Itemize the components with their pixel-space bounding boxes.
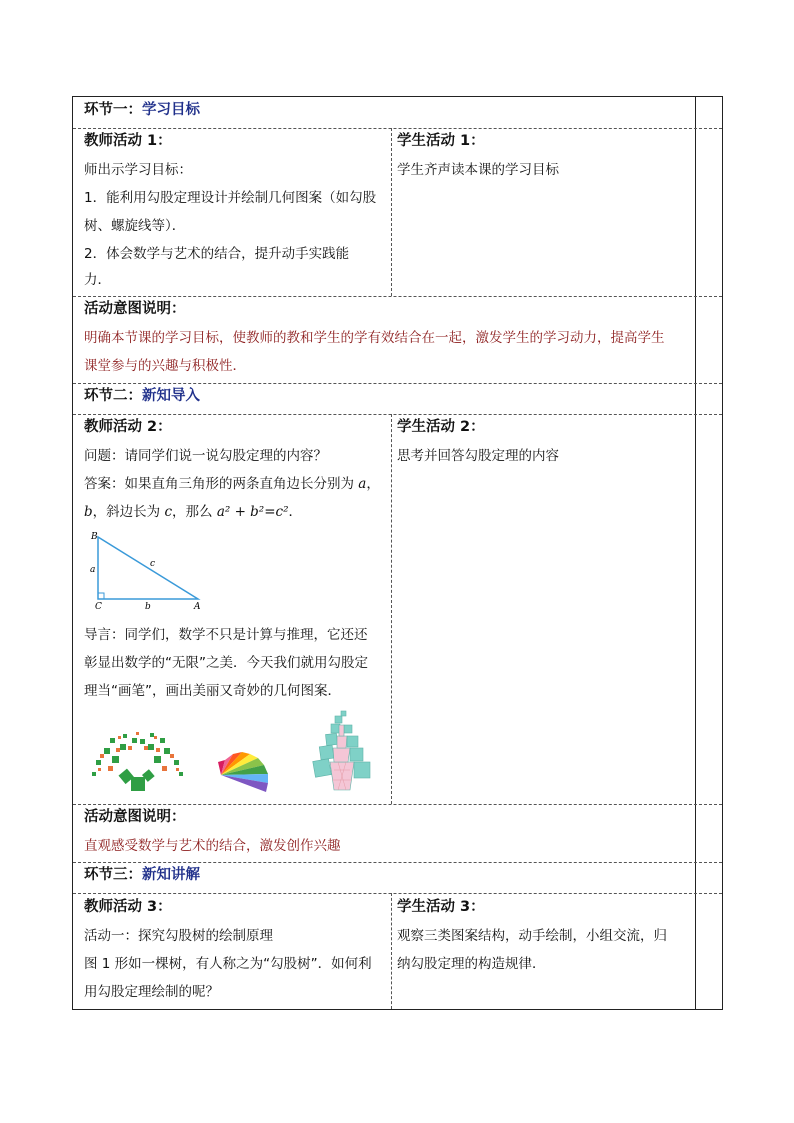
student-activity-2-label: 学生活动 2：: [397, 419, 485, 435]
vertex-a-label: A: [194, 602, 201, 612]
answer-mid: ，斜边长为: [92, 504, 161, 520]
right-margin-line: [695, 97, 696, 1009]
square-tower-image: [312, 710, 372, 794]
teacher-activity-3-label: 教师活动 3：: [84, 899, 172, 915]
column-divider: [391, 893, 392, 1009]
pythagorean-equation: a² + b²=c²: [216, 504, 289, 520]
intent-1-line: 明确本节课的学习目标，使教师的教和学生的学有效结合在一起，激发学生的学习动力，提高学生: [84, 330, 665, 346]
side-c-label: c: [150, 559, 156, 569]
teacher-activity-2-label: 教师活动 2：: [84, 419, 172, 435]
teacher-activity-3-line: 图 1 形如一棵树，有人称之为“勾股树”．如何利: [84, 956, 372, 972]
intent-1-label: 活动意图说明：: [84, 301, 186, 317]
side-b-label: b: [145, 602, 151, 612]
section1-header: [84, 96, 200, 124]
intro-line: 彰显出数学的“无限”之美．今天我们就用勾股定: [84, 655, 368, 671]
teacher-activity-3-line: 活动一：探究勾股树的绘制原理: [84, 928, 273, 944]
intro-line: 理当“画笔”，画出美丽又奇妙的几何图案．: [84, 683, 341, 699]
section2-title: 新知导入: [142, 388, 200, 404]
column-divider: [391, 128, 392, 296]
intro-line: 导言：同学们，数学不只是计算与推理，它还还: [84, 627, 368, 643]
section3-label: 环节三：: [84, 867, 142, 883]
teacher-activity-1-line: 师出示学习目标：: [84, 162, 192, 178]
vertex-c-label: C: [95, 602, 102, 612]
column-divider: [391, 414, 392, 804]
section3-header: [84, 861, 200, 889]
section3-title: 新知讲解: [142, 867, 200, 883]
teacher-activity-3-line: 用勾股定理绘制的呢？: [84, 984, 219, 1000]
side-a-label: a: [90, 565, 96, 575]
teacher-activity-2-question: 问题：请同学们说一说勾股定理的内容？: [84, 448, 327, 464]
pythagorean-spiral-image: [216, 748, 272, 794]
answer-then: ，那么: [172, 504, 213, 520]
teacher-activity-1-line: 2．体会数学与艺术的结合，提升动手实践能: [84, 246, 350, 262]
teacher-activity-1-line: 树、螺旋线等）．: [84, 218, 186, 234]
student-activity-3-line: 纳勾股定理的构造规律．: [397, 956, 546, 972]
teacher-activity-2-answer-line2: [84, 498, 302, 526]
var-b: b: [84, 504, 93, 520]
section1-title: 学习目标: [142, 102, 200, 118]
intent-2-label: 活动意图说明：: [84, 809, 186, 825]
section2-label: 环节二：: [84, 388, 142, 404]
var-c: c: [164, 504, 173, 520]
var-a: a: [358, 476, 367, 492]
student-activity-1-text: 学生齐声读本课的学习目标: [397, 162, 559, 178]
teacher-activity-2-answer-line1: [84, 470, 380, 498]
section2-header: [84, 382, 200, 410]
student-activity-3-line: 观察三类图案结构，动手绘制，小组交流，归: [397, 928, 667, 944]
answer-prefix: 答案：如果直角三角形的两条直角边长分别为: [84, 476, 354, 492]
teacher-activity-1-line: 1．能利用勾股定理设计并绘制几何图案（如勾股: [84, 190, 377, 206]
student-activity-1-label: 学生活动 1：: [397, 133, 485, 149]
teacher-activity-1-label: 教师活动 1：: [84, 133, 172, 149]
teacher-activity-1-line: 力．: [84, 272, 111, 288]
intent-2-text: 直观感受数学与艺术的结合，激发创作兴趣: [84, 838, 341, 854]
answer-period: ．: [288, 504, 303, 520]
section1-label: 环节一：: [84, 102, 142, 118]
answer-comma: ，: [366, 476, 380, 492]
student-activity-2-text: 思考并回答勾股定理的内容: [397, 448, 559, 464]
student-activity-3-label: 学生活动 3：: [397, 899, 485, 915]
intent-1-line: 课堂参与的兴趣与积极性．: [84, 358, 246, 374]
right-triangle-diagram: [84, 528, 214, 614]
pythagoras-tree-image: [90, 730, 186, 794]
vertex-b-label: B: [91, 532, 98, 542]
